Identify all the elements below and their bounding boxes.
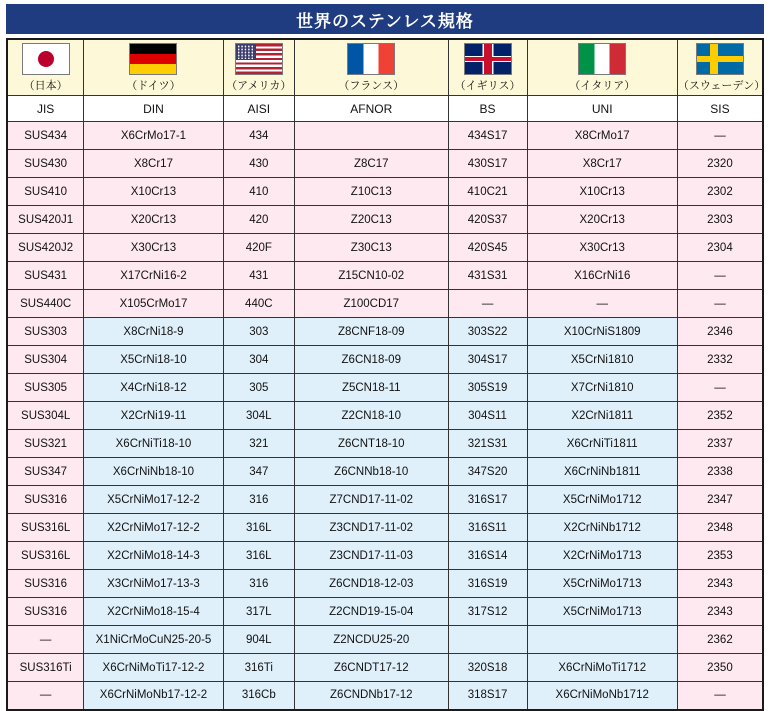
table-cell: X16CrNi16 (527, 262, 677, 290)
table-cell: 420 (223, 206, 294, 234)
table-cell: X5CrNi18-10 (84, 346, 223, 374)
table-cell: 316 (223, 486, 294, 514)
table-cell: Z2NCDU25-20 (294, 626, 448, 654)
table-row (7, 178, 763, 206)
table-cell: Z5CN18-11 (294, 374, 448, 402)
table-cell: X30Cr13 (527, 234, 677, 262)
table-row (7, 654, 763, 682)
standard-name-cell: AFNOR (294, 96, 448, 122)
table-cell: X10Cr13 (527, 178, 677, 206)
table-cell: X5CrNiMo17-12-2 (84, 486, 223, 514)
table-row (7, 234, 763, 262)
table-row (7, 122, 763, 150)
table-cell: 317S12 (448, 598, 527, 626)
table-row (7, 150, 763, 178)
table-cell: 305S19 (448, 374, 527, 402)
table-cell: 434 (223, 122, 294, 150)
table-cell: 305 (223, 374, 294, 402)
table-cell: Z7CND17-11-02 (294, 486, 448, 514)
table-cell: 316S17 (448, 486, 527, 514)
table-cell: 321 (223, 430, 294, 458)
column-header-flag-usa (223, 39, 294, 96)
table-cell: 420F (223, 234, 294, 262)
table-cell: SUS316 (7, 598, 84, 626)
table-cell: 2352 (677, 402, 763, 430)
table-cell: Z100CD17 (294, 290, 448, 318)
table-cell: Z8C17 (294, 150, 448, 178)
table-row (7, 374, 763, 402)
table-cell: 303 (223, 318, 294, 346)
page-title: 世界のステンレス規格 (6, 4, 764, 34)
standard-name-cell: JIS (7, 96, 84, 122)
table-cell: X4CrNi18-12 (84, 374, 223, 402)
table-cell: X6CrMo17-1 (84, 122, 223, 150)
table-cell: SUS316L (7, 514, 84, 542)
table-cell: X5CrNiMo1712 (527, 486, 677, 514)
country-label: （アメリカ） (226, 80, 292, 92)
table-cell: 2353 (677, 542, 763, 570)
table-cell (527, 626, 677, 654)
table-cell: 318S17 (448, 682, 527, 710)
table-row (7, 682, 763, 710)
table-cell: 2350 (677, 654, 763, 682)
table-cell: X2CrNiMo17-12-2 (84, 514, 223, 542)
table-cell: — (677, 374, 763, 402)
table-cell: X6CrNiMoNb17-12-2 (84, 682, 223, 710)
table-cell: 316 (223, 570, 294, 598)
table-cell: Z6CND18-12-03 (294, 570, 448, 598)
table-row (7, 626, 763, 654)
table-row (7, 430, 763, 458)
table-cell: 434S17 (448, 122, 527, 150)
table-cell: SUS305 (7, 374, 84, 402)
table-cell: Z30C13 (294, 234, 448, 262)
flag-japan-icon (22, 43, 70, 75)
page-root (0, 4, 770, 702)
table-cell: 2362 (677, 626, 763, 654)
table-cell: X2CrNi1811 (527, 402, 677, 430)
table-cell: X6CrNiTi1811 (527, 430, 677, 458)
table-cell: 2304 (677, 234, 763, 262)
table-cell: X2CrNiNb1712 (527, 514, 677, 542)
table-cell: X8CrMo17 (527, 122, 677, 150)
country-label: （イギリス） (454, 80, 521, 92)
table-cell: X3CrNiMo17-13-3 (84, 570, 223, 598)
table-cell: X5CrNi1810 (527, 346, 677, 374)
table-cell: 420S37 (448, 206, 527, 234)
table-cell: X2CrNiMo18-15-4 (84, 598, 223, 626)
table-cell: SUS316 (7, 570, 84, 598)
table-cell: X8Cr17 (84, 150, 223, 178)
table-row (7, 542, 763, 570)
table-cell: — (677, 290, 763, 318)
table-cell (294, 122, 448, 150)
table-cell: 304L (223, 402, 294, 430)
table-row (7, 486, 763, 514)
table-cell: 410C21 (448, 178, 527, 206)
table-cell: X6CrNiNb1811 (527, 458, 677, 486)
table-cell: 316L (223, 542, 294, 570)
table-cell: X5CrNiMo1713 (527, 598, 677, 626)
table-cell: 431S31 (448, 262, 527, 290)
table-cell: 2338 (677, 458, 763, 486)
table-cell: 316S14 (448, 542, 527, 570)
table-row (7, 514, 763, 542)
table-cell: 440C (223, 290, 294, 318)
table-cell: — (7, 682, 84, 710)
country-label: （イタリア） (569, 80, 636, 92)
table-cell: Z6CNDT17-12 (294, 654, 448, 682)
standard-name-cell: SIS (677, 96, 763, 122)
table-row (7, 402, 763, 430)
column-header-flag-japan (7, 39, 84, 96)
standard-name-cell: DIN (84, 96, 223, 122)
table-cell: X2CrNiMo1713 (527, 542, 677, 570)
table-cell: 2302 (677, 178, 763, 206)
table-cell: Z6CNT18-10 (294, 430, 448, 458)
column-header-flag-france (294, 39, 448, 96)
table-cell: X6CrNiMoTi17-12-2 (84, 654, 223, 682)
table-cell: SUS304 (7, 346, 84, 374)
table-cell: Z20C13 (294, 206, 448, 234)
column-header-flag-sweden (677, 39, 766, 96)
table-row (7, 598, 763, 626)
flag-header-row (7, 39, 763, 96)
table-cell: 304S17 (448, 346, 527, 374)
table-cell: 904L (223, 626, 294, 654)
table-cell: SUS434 (7, 122, 84, 150)
table-cell: 321S31 (448, 430, 527, 458)
table-cell: 347S20 (448, 458, 527, 486)
table-cell: SUS431 (7, 262, 84, 290)
flag-usa-icon (235, 43, 283, 75)
table-cell: 410 (223, 178, 294, 206)
table-cell: X17CrNi16-2 (84, 262, 223, 290)
table-cell: Z6CN18-09 (294, 346, 448, 374)
table-cell: SUS430 (7, 150, 84, 178)
table-cell: 430 (223, 150, 294, 178)
country-label: （スウェーデン） (677, 80, 766, 92)
table-cell: SUS347 (7, 458, 84, 486)
table-cell: SUS440C (7, 290, 84, 318)
standard-header-row (7, 96, 763, 122)
table-cell: 303S22 (448, 318, 527, 346)
stainless-standards-table (6, 38, 764, 711)
table-cell: SUS321 (7, 430, 84, 458)
flag-uk-icon (464, 43, 512, 75)
column-header-flag-germany (84, 39, 223, 96)
table-cell: 316Cb (223, 682, 294, 710)
table-cell: SUS316 (7, 486, 84, 514)
table-cell: X10CrNiS1809 (527, 318, 677, 346)
table-row (7, 346, 763, 374)
table-cell: Z2CND19-15-04 (294, 598, 448, 626)
table-cell: — (527, 290, 677, 318)
table-cell: 316Ti (223, 654, 294, 682)
table-cell: X20Cr13 (527, 206, 677, 234)
table-cell: SUS420J2 (7, 234, 84, 262)
table-cell: SUS316L (7, 542, 84, 570)
table-cell: SUS304L (7, 402, 84, 430)
table-cell: 2337 (677, 430, 763, 458)
table-cell: 320S18 (448, 654, 527, 682)
table-cell: X2CrNiMo18-14-3 (84, 542, 223, 570)
standard-name-cell: UNI (527, 96, 677, 122)
table-cell: 2332 (677, 346, 763, 374)
table-row (7, 290, 763, 318)
table-cell: 2343 (677, 570, 763, 598)
table-cell: 304S11 (448, 402, 527, 430)
table-cell: 2303 (677, 206, 763, 234)
table-cell: — (7, 626, 84, 654)
table-cell: — (677, 682, 763, 710)
table-row (7, 262, 763, 290)
table-cell (448, 626, 527, 654)
table-cell: 431 (223, 262, 294, 290)
country-label: （ドイツ） (126, 80, 181, 92)
table-cell: X8CrNi18-9 (84, 318, 223, 346)
table-cell: X30Cr13 (84, 234, 223, 262)
table-cell: X6CrNiMoNb1712 (527, 682, 677, 710)
table-cell: Z3CND17-11-03 (294, 542, 448, 570)
table-cell: 2347 (677, 486, 763, 514)
table-row (7, 458, 763, 486)
table-cell: X7CrNi1810 (527, 374, 677, 402)
table-cell: Z3CND17-11-02 (294, 514, 448, 542)
table-cell: 317L (223, 598, 294, 626)
table-cell: Z15CN10-02 (294, 262, 448, 290)
table-cell: Z6CNNb18-10 (294, 458, 448, 486)
table-row (7, 570, 763, 598)
table-cell: 2348 (677, 514, 763, 542)
table-cell: 2320 (677, 150, 763, 178)
table-row (7, 318, 763, 346)
table-cell: X8Cr17 (527, 150, 677, 178)
table-cell: 316S19 (448, 570, 527, 598)
table-row (7, 206, 763, 234)
table-cell: — (448, 290, 527, 318)
table-cell: 304 (223, 346, 294, 374)
table-cell: 420S45 (448, 234, 527, 262)
table-cell: X6CrNiMoTi1712 (527, 654, 677, 682)
table-cell: X10Cr13 (84, 178, 223, 206)
table-cell: Z8CNF18-09 (294, 318, 448, 346)
flag-italy-icon (578, 43, 626, 75)
column-header-flag-uk (448, 39, 527, 96)
table-cell: X20Cr13 (84, 206, 223, 234)
table-cell: SUS303 (7, 318, 84, 346)
table-cell: X5CrNiMo1713 (527, 570, 677, 598)
country-label: （フランス） (338, 80, 405, 92)
standard-name-cell: BS (448, 96, 527, 122)
standard-name-cell: AISI (223, 96, 294, 122)
table-cell: 2346 (677, 318, 763, 346)
table-cell: X2CrNi19-11 (84, 402, 223, 430)
table-cell: 347 (223, 458, 294, 486)
flag-germany-icon (129, 43, 177, 75)
table-cell: 2343 (677, 598, 763, 626)
table-cell: 316L (223, 514, 294, 542)
table-cell: — (677, 262, 763, 290)
table-cell: 430S17 (448, 150, 527, 178)
table-cell: X105CrMo17 (84, 290, 223, 318)
table-cell: SUS420J1 (7, 206, 84, 234)
column-header-flag-italy (527, 39, 677, 96)
table-cell: X6CrNiNb18-10 (84, 458, 223, 486)
table-cell: Z10C13 (294, 178, 448, 206)
table-cell: X1NiCrMoCuN25-20-5 (84, 626, 223, 654)
flag-france-icon (347, 43, 395, 75)
table-cell: Z2CN18-10 (294, 402, 448, 430)
table-cell: Z6CNDNb17-12 (294, 682, 448, 710)
table-cell: — (677, 122, 763, 150)
table-cell: SUS316Ti (7, 654, 84, 682)
table-cell: 316S11 (448, 514, 527, 542)
flag-sweden-icon (696, 43, 744, 75)
country-label: （日本） (23, 80, 68, 92)
table-cell: X6CrNiTi18-10 (84, 430, 223, 458)
table-cell: SUS410 (7, 178, 84, 206)
